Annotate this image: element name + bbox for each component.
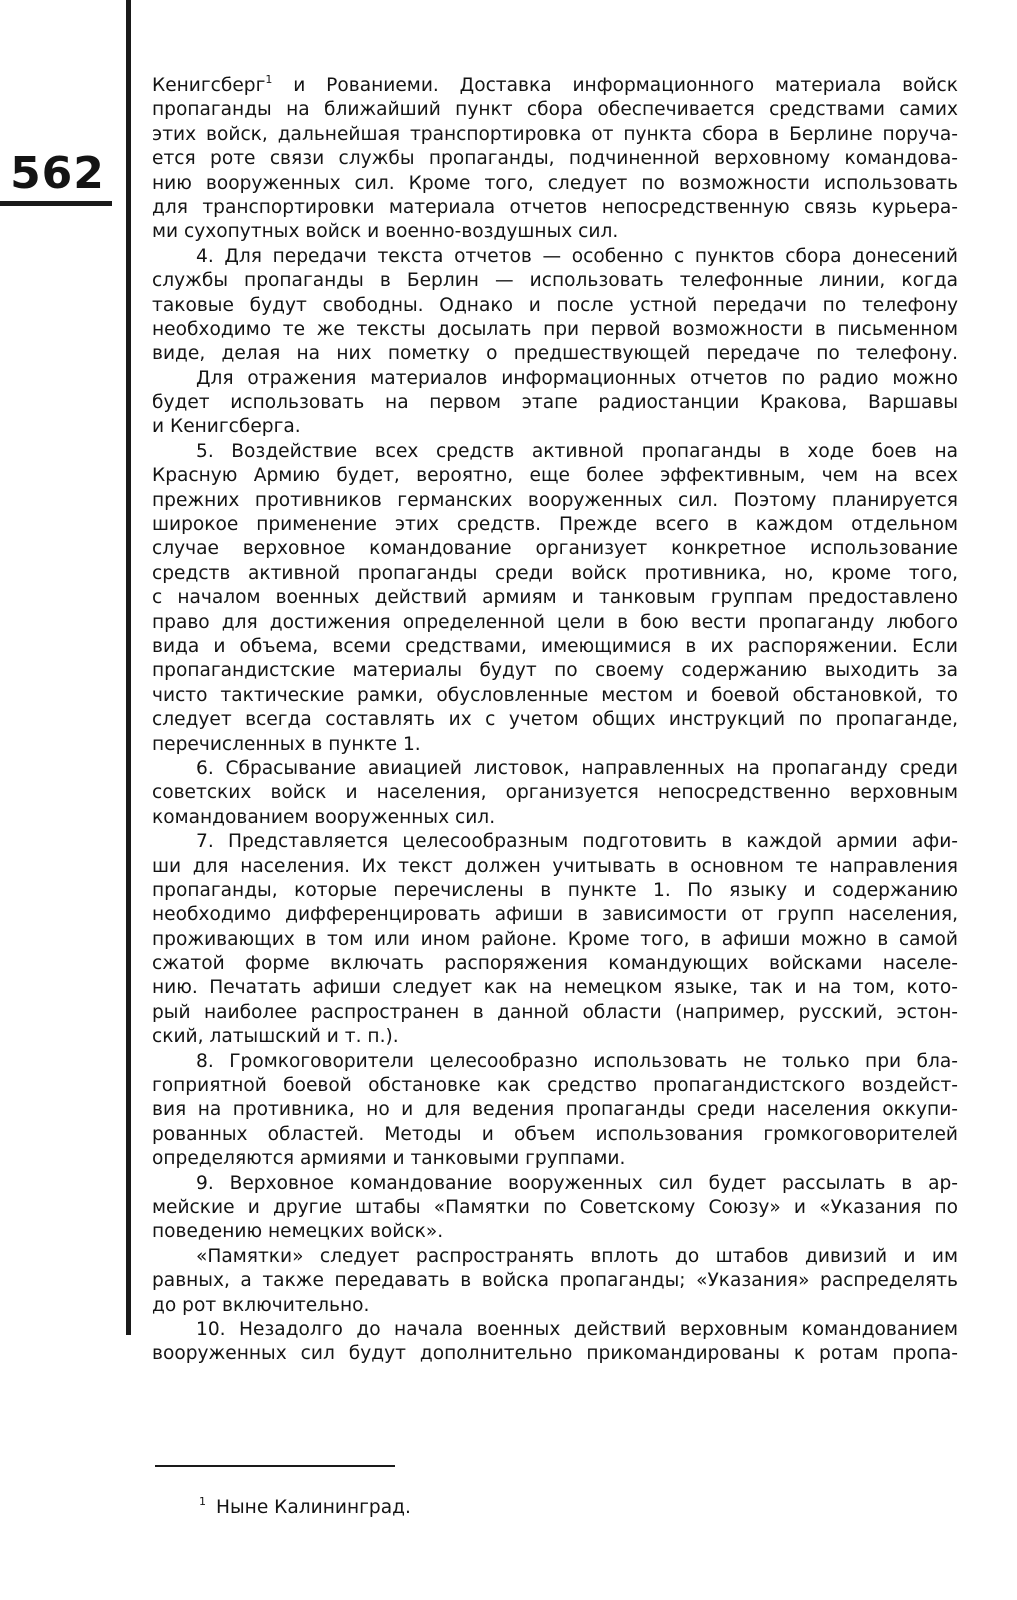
text-line-content: рованных областей. Методы и объем использования громкоговорителей [152,1123,958,1145]
text-line-content: советских войск и населения, организуется непосредственно верховным [152,782,958,804]
text-line [152,1245,958,1269]
text-line [152,220,958,244]
text-line [152,757,958,781]
text-line [152,367,958,391]
text-line-content: будет использовать на первом этапе радиостанции Кракова, Варшавы [152,392,958,414]
footnote-reference: 1 [265,74,273,86]
text-line-content: и Кенигсберга. [152,416,301,438]
text-line [152,659,958,683]
text-line [152,1172,958,1196]
text-line-content: случае верховное командование организует конкретное использование [152,538,958,560]
text-line [152,879,958,903]
text-line [152,830,958,854]
text-line-content: 9. Верховное командование вооруженных сил будет рассылать в ар- [196,1172,958,1194]
text-line [152,684,958,708]
text-line-content: пропаганды на ближайший пункт сбора обеспечивается средствами самих [152,99,958,121]
text-line [152,1123,958,1147]
text-line-content: «Памятки» следует распространять вплоть до штабов дивизий и им [196,1245,958,1267]
text-line [152,318,958,342]
text-line [152,342,958,366]
text-line-content: проживающих в том или ином районе. Кроме того, в афиши можно в самой [152,928,958,950]
text-line-content: определяются армиями и танковыми группами. [152,1148,626,1170]
text-line-content: таковые будут свободны. Однако и после устной передачи по телефону [152,294,958,316]
text-line [152,1196,958,1220]
text-line-content: гоприятной боевой обстановке как средство пропагандистского воздейст- [152,1075,958,1097]
footnote-mark: 1 [199,1495,206,1508]
text-line [152,952,958,976]
page-number: 562 [10,148,105,199]
text-line-content: с началом военных действий армиям и танковым группам предоставлено [152,587,958,609]
text-line-content: 5. Воздействие всех средств активной пропаганды в ходе боев на [196,440,958,462]
text-line [152,928,958,952]
text-line-content: и Рованиеми. Доставка информационного материала войск [272,75,958,96]
text-line-content: право для достижения определенной цели в бою вести пропаганду любого [152,611,958,633]
text-line [152,1025,958,1049]
text-line-content: ми сухопутных войск и военно-воздушных сил. [152,221,619,243]
text-line [152,733,958,757]
text-line [152,1269,958,1293]
text-line-content: для транспортировки материала отчетов непосредственную связь курьера- [152,196,958,218]
text-line [152,708,958,732]
text-line [152,440,958,464]
text-line-content: 10. Незадолго до начала военных действий верховным командованием [196,1318,958,1340]
text-line-content: мейские и другие штабы «Памятки по Советскому Союзу» и «Указания по [152,1196,958,1218]
text-line [152,903,958,927]
text-line [152,537,958,561]
text-line [152,611,958,635]
text-line-content: равных, а также передавать в войска пропаганды; «Указания» распределять [152,1270,958,1292]
text-line-content: 6. Сбрасывание авиацией листовок, направленных на пропаганду среди [196,757,958,779]
text-line-content: нию вооруженных сил. Кроме того, следует по возможности использовать [152,172,958,194]
text-line-content: службы пропаганды в Берлин — использовать телефонные линии, когда [152,270,958,292]
text-line [152,172,958,196]
text-line-content: необходимо дифференцировать афиши в зависимости от групп населения, [152,904,958,926]
text-line [152,196,958,220]
text-line-content: виде, делая на них пометку о предшествующей передаче по телефону. [152,343,958,365]
text-line [152,1147,958,1171]
text-line-content: пропагандистские материалы будут по своему содержанию выходить за [152,660,958,682]
text-line-content: прежних противников германских вооруженных сил. Поэтому планируется [152,489,958,511]
text-line-content: сжатой форме включать распоряжения командующих войсками населе- [152,953,958,975]
text-line-content: вида и объема, всеми средствами, имеющимися в их распоряжении. Если [152,635,958,657]
text-line [152,245,958,269]
text-line [152,1294,958,1318]
text-line [152,415,958,439]
text-line [152,269,958,293]
text-line-content: вия на противника, но и для ведения пропаганды среди населения оккупи- [152,1099,958,1121]
text-line [152,147,958,171]
text-line [152,513,958,537]
footnote-text: Ныне Калининград. [216,1497,411,1518]
text-line-content: рый наиболее распространен в данной области (например, русский, эстон- [152,1001,958,1023]
text-line [152,781,958,805]
text-line [152,391,958,415]
text-line-content: следует всегда составлять их с учетом общих инструкций по пропаганде, [152,709,958,731]
text-line-content: до рот включительно. [152,1294,370,1316]
text-line [152,294,958,318]
text-line-content: чисто тактические рамки, обусловленные местом и боевой обстановкой, то [152,684,958,706]
text-line [152,1050,958,1074]
footnote [199,1490,411,1520]
text-line [152,586,958,610]
text-line [152,1220,958,1244]
text-line-content: этих войск, дальнейшая транспортировка от пункта сбора в Берлине поруча- [152,123,958,145]
text-line [152,1342,958,1366]
text-line-content: нию. Печатать афиши следует как на немецком языке, так и на том, кото- [152,977,958,999]
text-line-content: ется роте связи службы пропаганды, подчиненной верховному командова- [152,148,958,170]
text-line [152,562,958,586]
text-line-content: Для отражения материалов информационных отчетов по радио можно [196,367,958,389]
text-line [152,1098,958,1122]
text-line-content: широкое применение этих средств. Прежде всего в каждом отдельном [152,514,958,536]
text-line [152,1001,958,1025]
text-line-content: командованием вооруженных сил. [152,806,496,828]
text-line-content: средств активной пропаганды среди войск противника, но, кроме того, [152,562,958,584]
text-line-content: вооруженных сил будут дополнительно прикомандированы к ротам пропа- [152,1343,958,1365]
text-line [152,806,958,830]
body-text [152,74,958,1367]
text-line-content: поведению немецких войск». [152,1221,444,1243]
text-line [152,976,958,1000]
text-line-content: пропаганды, которые перечислены в пункте 1. По языку и содержанию [152,879,958,901]
text-line-content: ши для населения. Их текст должен учитывать в основном те направления [152,855,958,877]
text-line [152,1074,958,1098]
text-line [152,98,958,122]
text-line-content: 8. Громкоговорители целесообразно использовать не только при бла- [196,1050,958,1072]
text-line-content: 7. Представляется целесообразным подготовить в каждой армии афи- [196,831,958,853]
text-line [152,489,958,513]
text-line-content: перечисленных в пункте 1. [152,733,421,755]
text-line [152,635,958,659]
text-line [152,1318,958,1342]
footnote-rule [155,1465,395,1467]
text-line-content: Красную Армию будет, вероятно, еще более эффективным, чем на всех [152,465,958,487]
page-number-rule [0,201,112,206]
text-line [152,74,958,98]
text-line-content: Кенигсберг [152,75,266,96]
margin-vertical-rule [126,0,131,1335]
text-line-content: 4. Для передачи текста отчетов — особенно с пунктов сбора донесений [196,245,958,267]
text-line [152,123,958,147]
text-line-content: ский, латышский и т. п.). [152,1026,399,1048]
text-line [152,464,958,488]
text-line [152,855,958,879]
text-line-content: необходимо те же тексты досылать при первой возможности в письменном [152,318,958,340]
